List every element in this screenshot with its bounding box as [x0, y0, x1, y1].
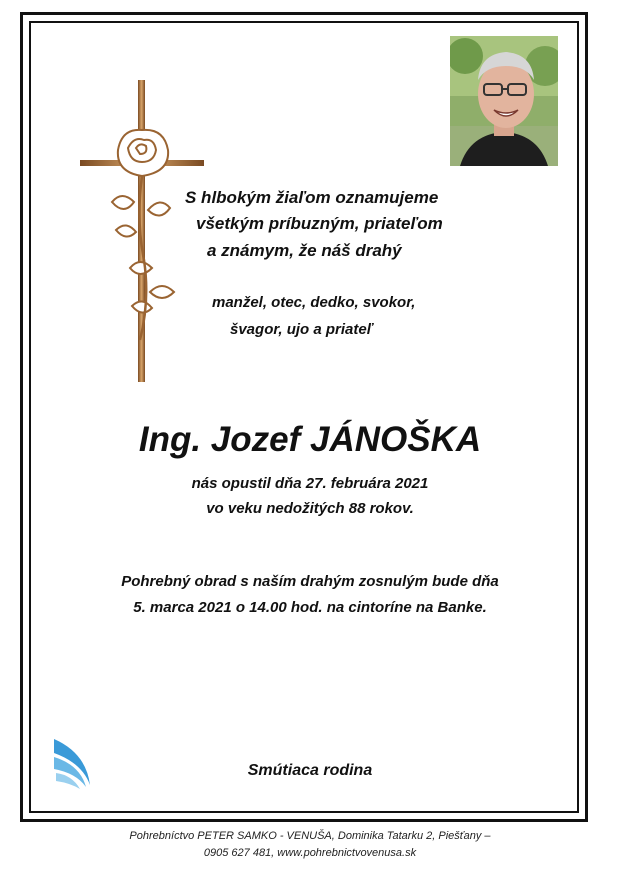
relations-line-2: švagor, ujo a priateľ	[230, 321, 373, 338]
portrait-photo	[450, 36, 558, 166]
footer-line-1: Pohrebníctvo PETER SAMKO - VENUŠA, Dominika Tatarku 2, Piešťany –	[129, 830, 491, 842]
signature: Smútiaca rodina	[247, 762, 373, 779]
intro-line-3: a známym, že náš drahý	[207, 241, 402, 260]
footer	[0, 828, 620, 862]
footer-line-2: 0905 627 481, www.pohrebnictvovenusa.sk	[203, 847, 417, 859]
age-line: vo veku nedožitých 88 rokov.	[206, 500, 414, 517]
cross-with-rose-icon	[78, 80, 206, 382]
intro-line-1: S hlbokým žiaľom oznamujeme	[185, 188, 439, 207]
funeral-line-1: Pohrebný obrad s naším drahým zosnulým bude dňa	[121, 573, 499, 590]
intro-line-2: všetkým príbuzným, priateľom	[196, 214, 443, 233]
deceased-name: Ing. Jozef JÁNOŠKA	[138, 420, 482, 459]
death-date-line: nás opustil dňa 27. februára 2021	[191, 475, 429, 492]
relations-line-1: manžel, otec, dedko, svokor,	[212, 294, 416, 311]
funeral-line-2: 5. marca 2021 o 14.00 hod. na cintoríne na Banke.	[133, 599, 487, 616]
